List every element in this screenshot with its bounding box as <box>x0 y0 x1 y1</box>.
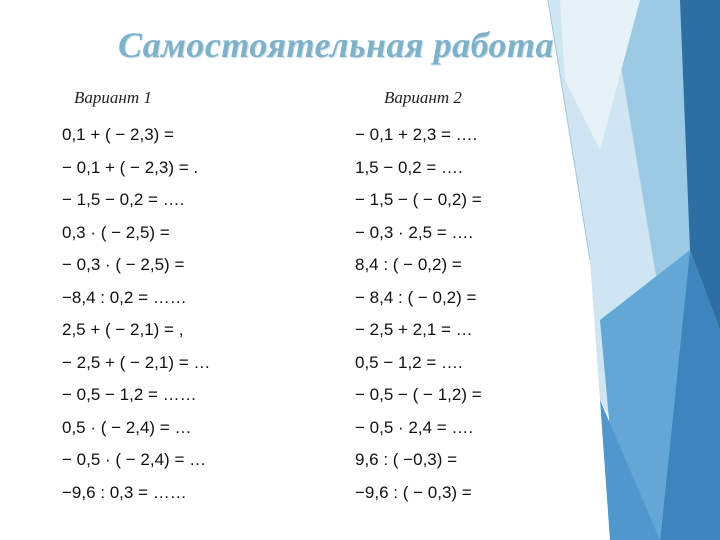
exercise-item: 0,5 − 1,2 = …. <box>355 352 463 372</box>
exercise-item: −9,6 : ( − 0,3) = <box>355 482 472 502</box>
exercise-item: − 0,1 + 2,3 = …. <box>355 125 478 144</box>
exercise-item: 0,5 · ( − 2,4) = … <box>62 417 192 437</box>
slide-title: Самостоятельная работа <box>118 25 555 65</box>
exercise-item: 1,5 − 0,2 = …. <box>355 157 463 177</box>
exercise-item: − 0,1 + ( − 2,3) = . <box>62 157 199 177</box>
exercise-item: − 0,5 · ( − 2,4) = … <box>62 450 207 469</box>
exercise-item: − 0,3 · ( − 2,5) = <box>62 255 185 274</box>
exercise-item: − 0,3 · 2,5 = …. <box>355 222 474 242</box>
exercise-item: − 0,5 − 1,2 = …… <box>62 385 197 404</box>
exercise-item: − 1,5 − ( − 0,2) = <box>355 190 482 209</box>
exercise-item: − 0,5 − ( − 1,2) = <box>355 385 482 404</box>
variant-2-exercises <box>355 119 482 509</box>
exercise-item: 0,3 · ( − 2,5) = <box>62 222 170 242</box>
exercise-item: − 1,5 − 0,2 = …. <box>62 190 185 209</box>
exercise-item: − 2,5 + 2,1 = … <box>355 320 473 339</box>
exercise-item: 0,1 + ( − 2,3) = <box>62 125 174 144</box>
exercise-item: − 2,5 + ( − 2,1) = … <box>62 352 211 372</box>
variant-1-heading: Вариант 1 <box>74 88 152 107</box>
exercise-item: − 8,4 : ( − 0,2) = <box>355 287 477 307</box>
variant-1-exercises <box>62 119 210 509</box>
exercise-item: −8,4 : 0,2 = …… <box>62 287 187 307</box>
exercise-item: − 0,5 · 2,4 = …. <box>355 417 474 437</box>
exercise-item: −9,6 : 0,3 = …… <box>62 482 187 502</box>
variant-2-heading: Вариант 2 <box>384 88 462 107</box>
exercise-item: 8,4 : ( − 0,2) = <box>355 255 462 274</box>
exercise-item: 2,5 + ( − 2,1) = , <box>62 320 184 339</box>
exercise-item: 9,6 : ( −0,3) = <box>355 450 458 469</box>
